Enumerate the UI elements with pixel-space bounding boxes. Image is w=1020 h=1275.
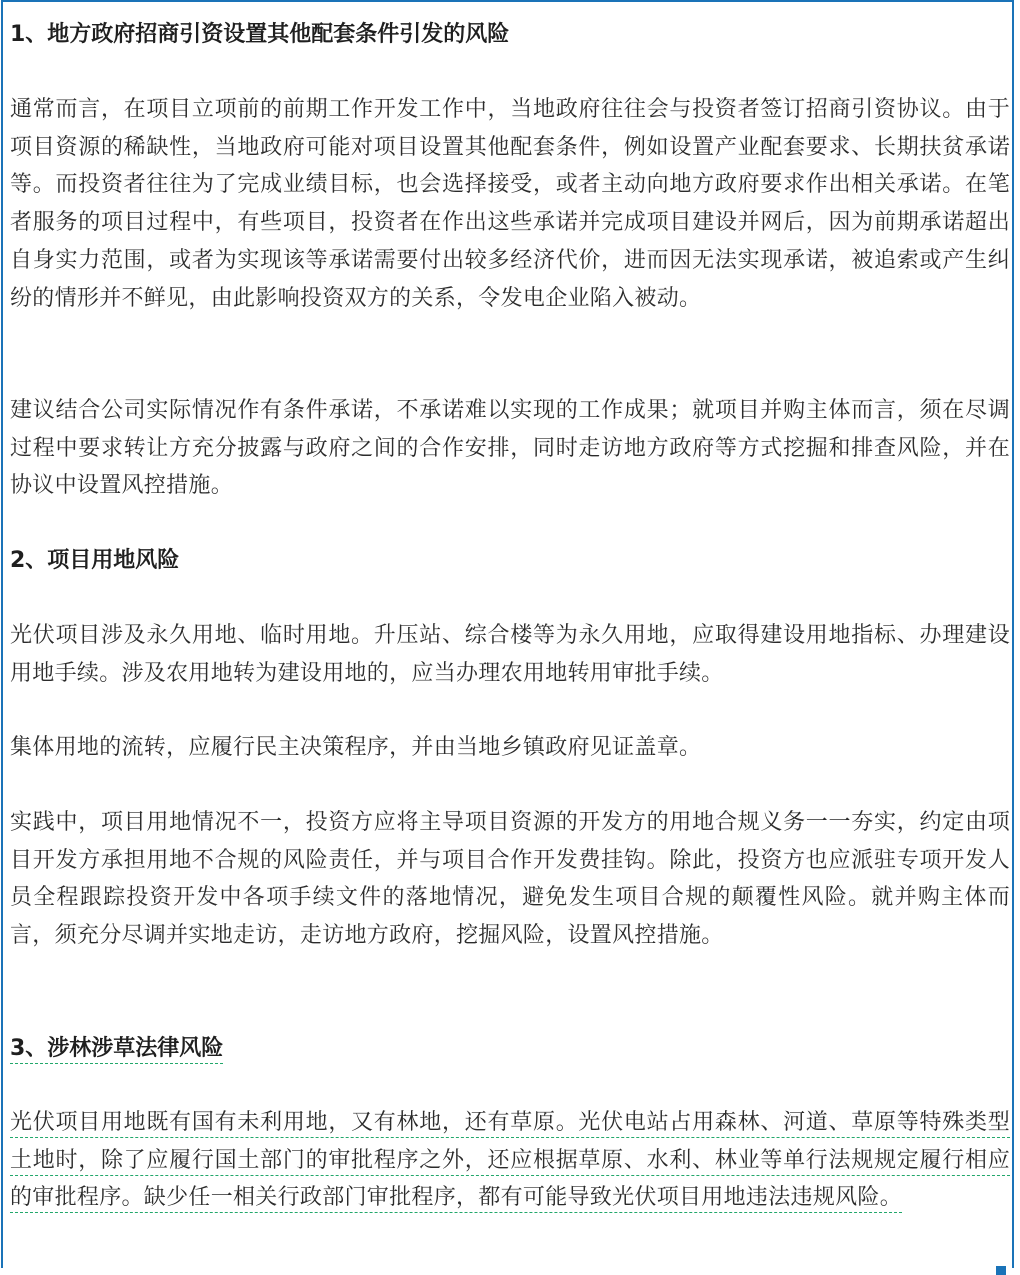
- corner-marker: [996, 1266, 1006, 1275]
- section-1-paragraph-1: 通常而言，在项目立项前的前期工作开发工作中，当地政府往往会与投资者签订招商引资协议。由于项目资源的稀缺性，当地政府可能对项目设置其他配套条件，例如设置产业配套要求、长期扶贫承诺等。而投资者往往为了完成业绩目标，也会选择接受，或者主动向地方政府要求作出相关承诺。在笔者服务的项目过程中，有些项目，投资者在作出这些承诺并完成项目建设并网后，因为前期承诺超出自身实力范围，或者为实现该等承诺需要付出较多经济代价，进而因无法实现承诺，被追索或产生纠纷的情形并不鲜见，由此影响投资双方的关系，令发电企业陷入被动。: [10, 97, 1010, 311]
- section-1-paragraph-2: 建议结合公司实际情况作有条件承诺，不承诺难以实现的工作成果；就项目并购主体而言，须在尽调过程中要求转让方充分披露与政府之间的合作安排，同时走访地方政府等方式挖掘和排查风险，并在协议中设置风控措施。: [10, 398, 1010, 499]
- section-2-paragraph-1: 光伏项目涉及永久用地、临时用地。升压站、综合楼等为永久用地，应取得建设用地指标、办理建设用地手续。涉及农用地转为建设用地的，应当办理农用地转用审批手续。: [10, 623, 1010, 686]
- section-1-heading: 1、地方政府招商引资设置其他配套条件引发的风险: [10, 22, 510, 47]
- section-2-paragraph-3: 实践中，项目用地情况不一，投资方应将主导项目资源的开发方的用地合规义务一一夯实，约定由项目开发方承担用地不合规的风险责任，并与项目合作开发费挂钩。除此，投资方也应派驻专项开发人员全程跟踪投资开发中各项手续文件的落地情况，避免发生项目合规的颠覆性风险。就并购主体而言，须充分尽调并实地走访，走访地方政府，挖掘风险，设置风控措施。: [10, 810, 1010, 949]
- section-3-heading: 3、涉林涉草法律风险: [10, 1036, 224, 1061]
- section-2-paragraph-2: 集体用地的流转，应履行民主决策程序，并由当地乡镇政府见证盖章。: [10, 735, 702, 760]
- section-2-heading: 2、项目用地风险: [10, 548, 180, 573]
- section-3-paragraph-1: 光伏项目用地既有国有未利用地，又有林地，还有草原。光伏电站占用森林、河道、草原等特殊类型土地时，除了应履行国土部门的审批程序之外，还应根据草原、水利、林业等单行法规规定履行相应的审批程序。缺少任一相关行政部门审批程序，都有可能导致光伏项目用地违法违规风险。: [10, 1110, 1010, 1211]
